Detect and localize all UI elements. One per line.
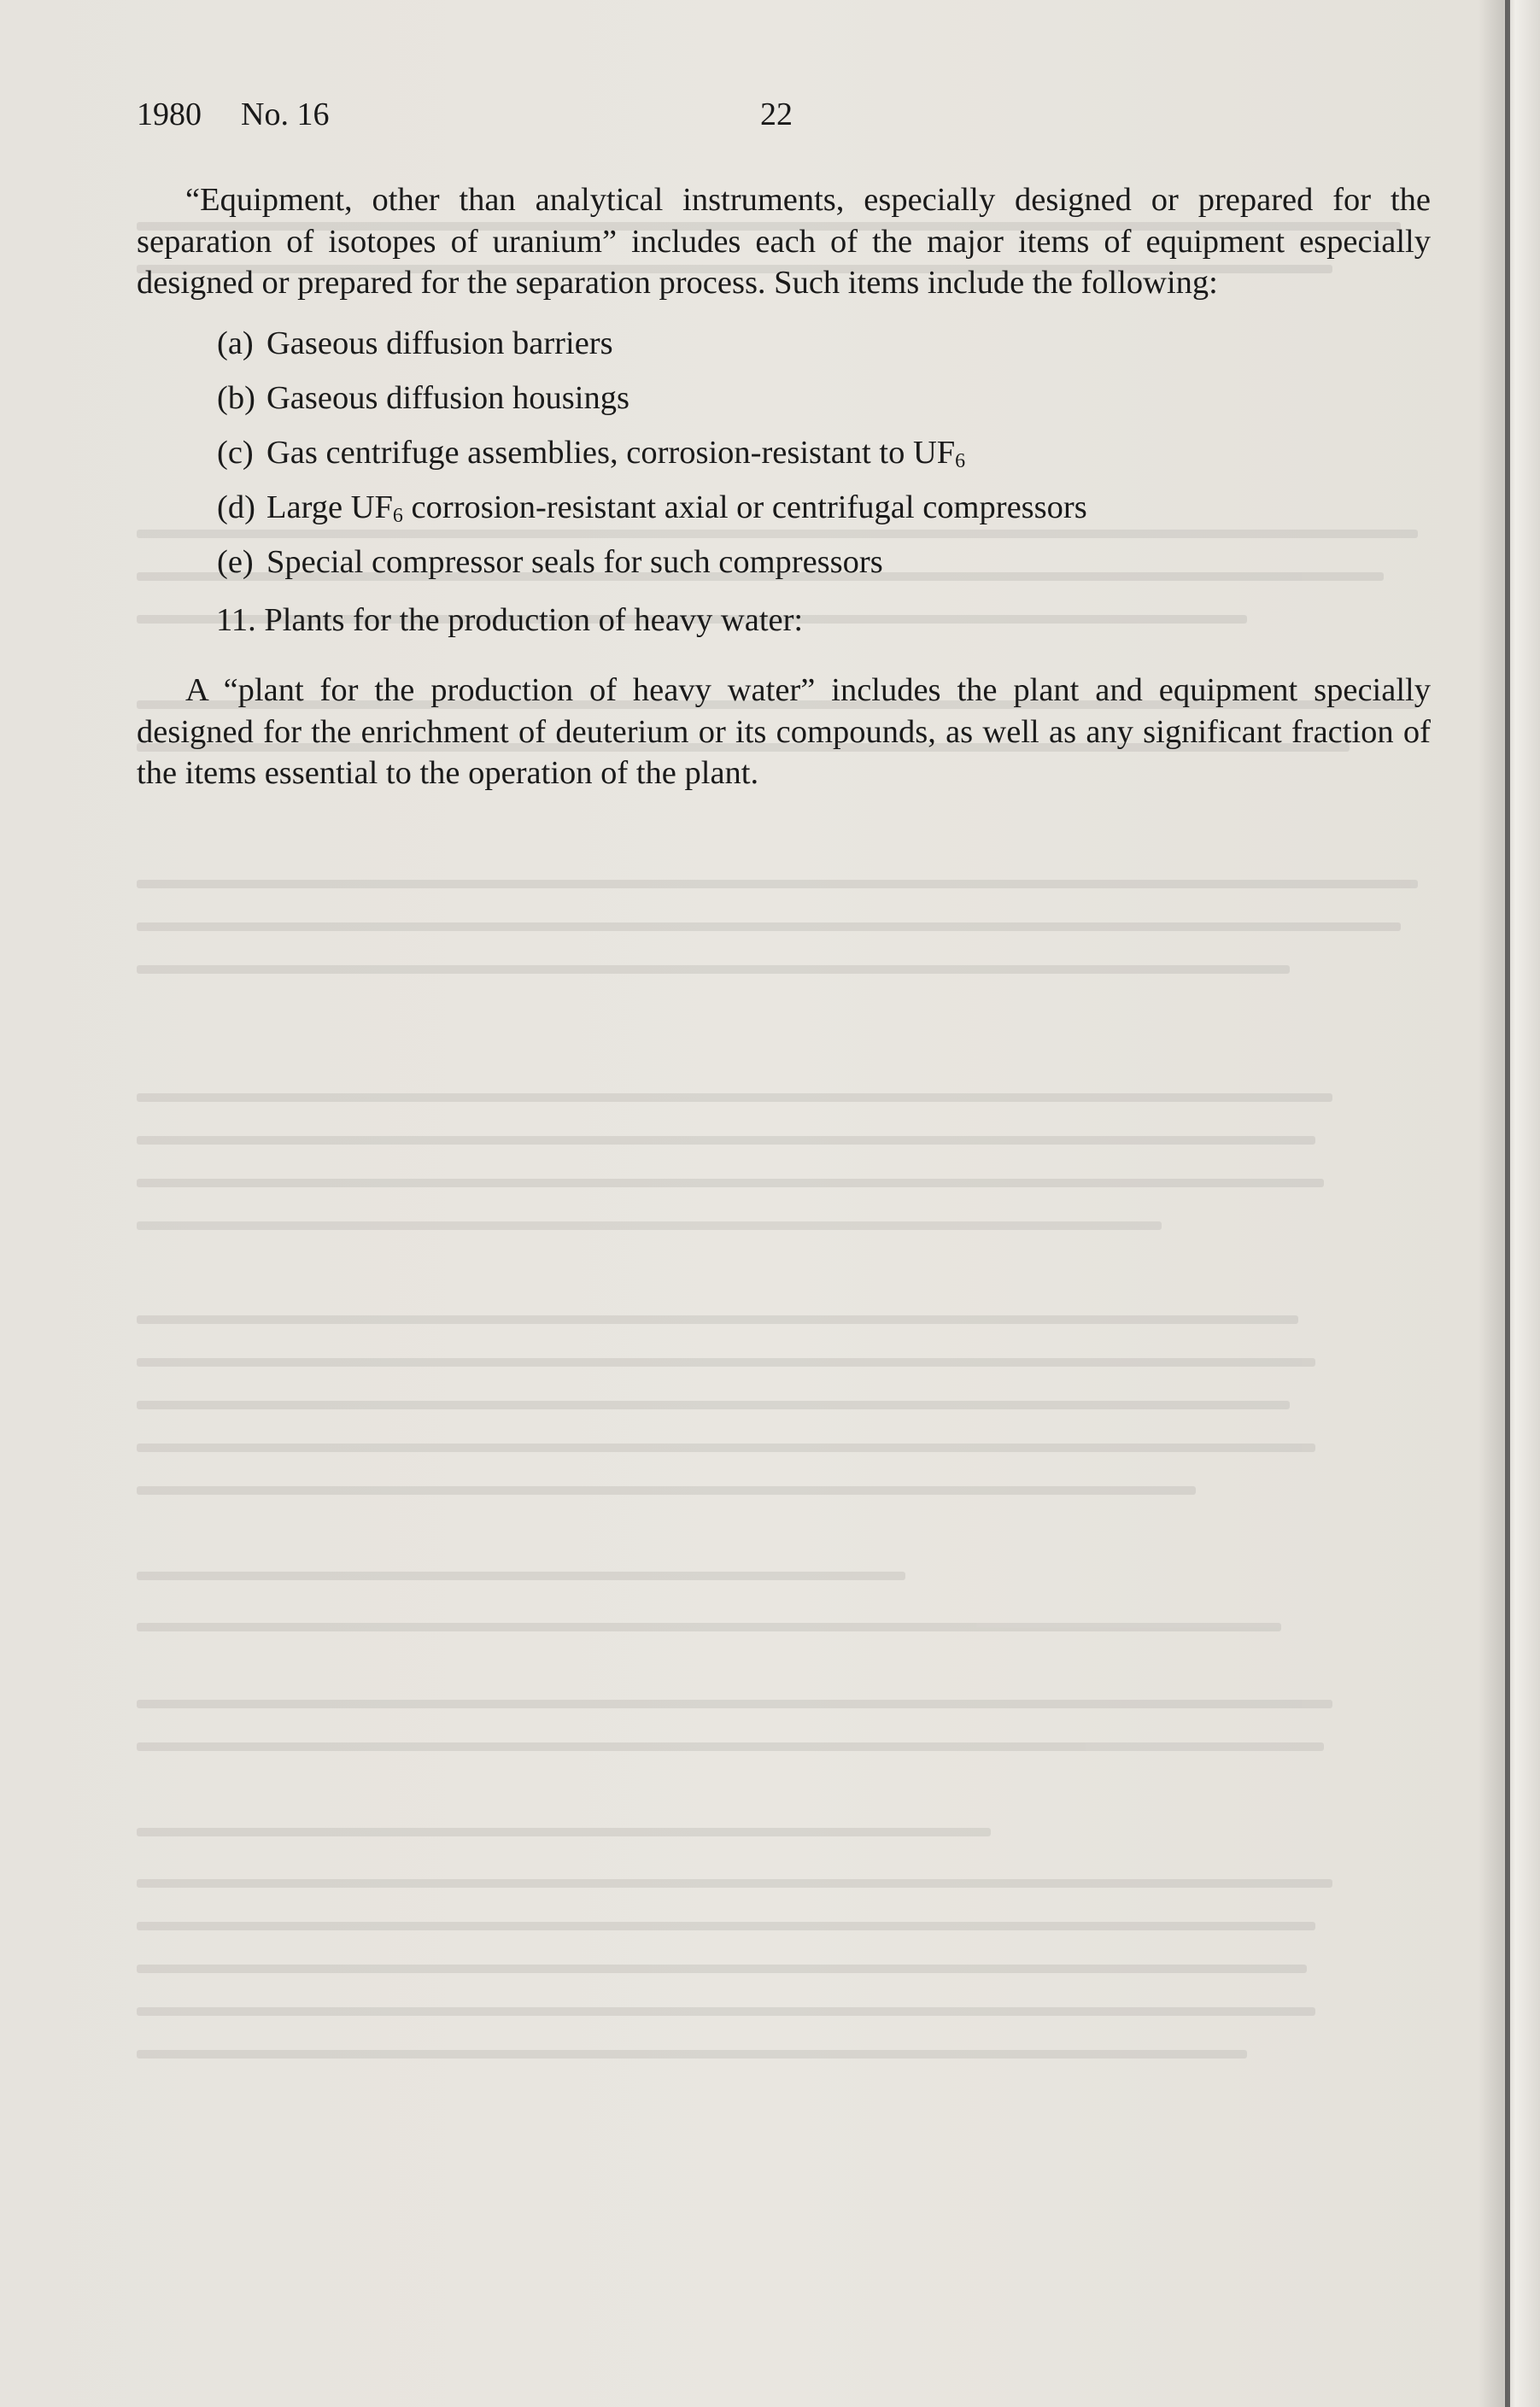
paragraph-heavy-water-definition: A “plant for the production of heavy water” includes the plant and equipment specially designed for the enrichment of deuterium or its compounds, as well as any significant fraction of the items essential to the operation of the plant. bbox=[137, 672, 1431, 791]
binding-edge bbox=[1505, 0, 1510, 2407]
list-item bbox=[217, 323, 1431, 364]
header-document-number: No. 16 bbox=[241, 97, 330, 132]
paragraph-equipment-definition: “Equipment, other than analytical instruments, especially designed or prepared for the separation of isotopes of uranium” includes each of the major items of equipment especially designed or prepared for the separation process. Such items include the following: bbox=[137, 182, 1431, 301]
equipment-list bbox=[137, 323, 1431, 583]
list-item bbox=[217, 432, 1431, 473]
section-heading-heavy-water: 11. Plants for the production of heavy water: bbox=[216, 601, 804, 638]
header-page-number: 22 bbox=[760, 97, 793, 132]
list-item bbox=[217, 378, 1431, 419]
list-item bbox=[217, 542, 1431, 583]
list-item-text: Large UF bbox=[266, 489, 393, 525]
list-item-text: Gaseous diffusion housings bbox=[266, 379, 629, 416]
page-header bbox=[137, 96, 1435, 147]
list-item-text: Special compressor seals for such compressors bbox=[266, 543, 883, 580]
subscript: 6 bbox=[392, 504, 403, 527]
list-item-text-continued: corrosion-resistant axial or centrifugal compressors bbox=[402, 489, 1087, 525]
list-item-marker: (c) bbox=[217, 434, 254, 471]
list-item-text: Gaseous diffusion barriers bbox=[266, 325, 613, 361]
list-item-marker: (b) bbox=[217, 379, 255, 416]
page-content bbox=[137, 179, 1431, 794]
list-item-marker: (d) bbox=[217, 489, 255, 525]
list-item bbox=[217, 487, 1431, 528]
list-item-text: Gas centrifuge assemblies, corrosion-resistant to UF bbox=[266, 434, 956, 471]
header-year: 1980 bbox=[137, 97, 202, 132]
list-item-marker: (e) bbox=[217, 543, 254, 580]
list-item-marker: (a) bbox=[217, 325, 254, 361]
subscript: 6 bbox=[955, 449, 966, 472]
